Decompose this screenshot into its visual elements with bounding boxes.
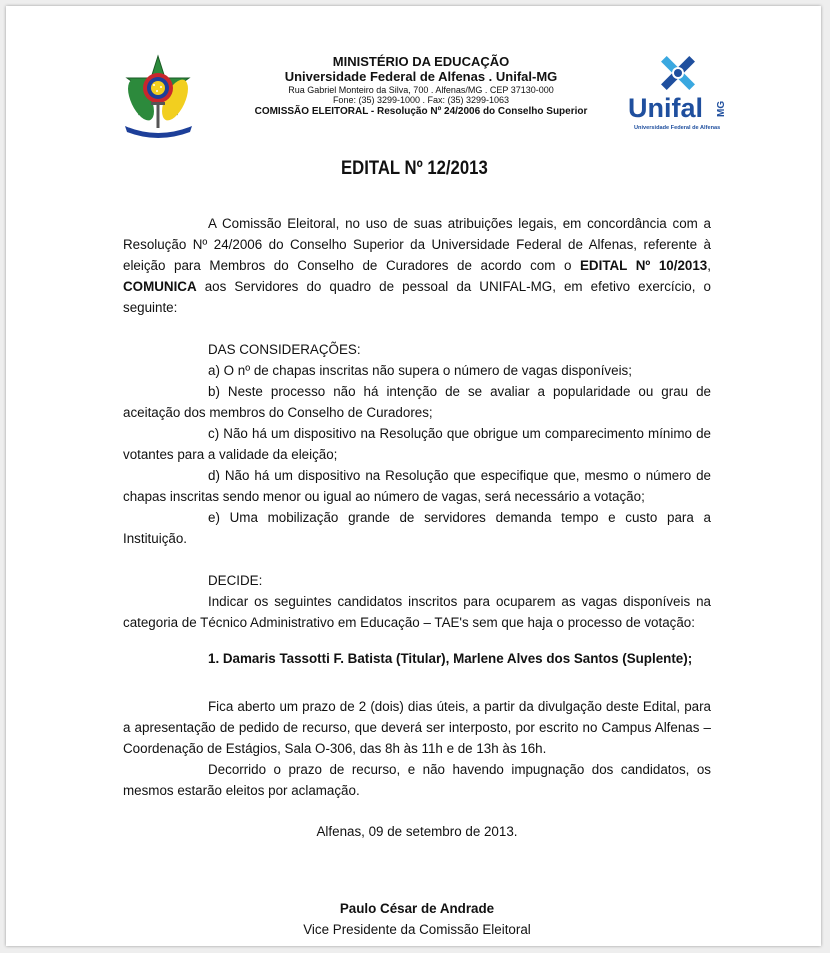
comunica-word: COMUNICA [123,279,197,294]
candidate-list-item: 1. Damaris Tassotti F. Batista (Titular), Marlene Alves dos Santos (Suplente); [208,651,693,666]
university-name: Universidade Federal de Alfenas . Unifal-MG [284,68,558,84]
logo-mg: MG [716,100,727,117]
document-page [6,6,821,946]
logo-subtitle: Universidade Federal de Alfenas [634,125,721,131]
brazil-coat-of-arms-icon [121,54,196,139]
unifal-logo-icon [626,51,734,136]
decide-paragraph: Indicar os seguintes candidatos inscritos para ocuparem as vagas disponíveis na categoria de Técnico Administrativo em Educação – TAE's sem que haja o processo de votação: [123,594,711,630]
commission-line: COMISSÃO ELEITORAL - Resolução Nº 24/2006 do Conselho Superior [254,105,588,117]
decorrido-paragraph: Decorrido o prazo de recurso, e não havendo impugnação dos candidatos, os mesmos estarão eleitos por aclamação. [123,762,711,798]
document-body [123,213,711,940]
document-date: Alfenas, 09 de setembro de 2013. [316,824,518,839]
consideracao-item: c) Não há um dispositivo na Resolução que obrigue um comparecimento mínimo de votantes para a validade da eleição; [123,426,711,462]
page-title: EDITAL Nº 12/2013 [341,158,488,179]
signatory-role: Vice Presidente da Comissão Eleitoral [303,922,531,937]
decide-heading: DECIDE: [208,573,263,588]
intro-paragraph: A Comissão Eleitoral, no uso de suas atribuições legais, em concordância com a Resolução Nº 24/2006 do Conselho Superior da Universidade Federal de Alfenas, referente à eleição para Membros do Conselho de Curadores de acordo com o EDITAL Nº 10/2013, COMUNICA aos Servidores do quadro de pessoal da UNIFAL-MG, em efetivo exercício, o seguinte: [123,216,711,315]
logo-word: Unifal [628,93,704,123]
prazo-paragraph: Fica aberto um prazo de 2 (dois) dias úteis, a partir da divulgação deste Edital, para a apresentação de pedido de recurso, que deverá ser interposto, por escrito no Campus Alfenas – Coordenação de Estágios, Sala O-306, das 8h às 11h e de 13h às 16h. [123,699,711,756]
consideracoes-heading: DAS CONSIDERAÇÕES: [208,342,361,357]
address-line: Rua Gabriel Monteiro da Silva, 700 . Alfenas/MG . CEP 37130-000 [288,84,554,95]
phone-line: Fone: (35) 3299-1000 . Fax: (35) 3299-1063 [332,95,510,106]
consideracao-item: e) Uma mobilização grande de servidores demanda tempo e custo para a Instituição. [123,510,711,546]
edital-reference: EDITAL Nº 10/2013 [580,258,708,273]
consideracao-item: b) Neste processo não há intenção de se avaliar a popularidade ou grau de aceitação dos membros do Conselho de Curadores; [123,384,711,420]
consideracao-item: a) O nº de chapas inscritas não supera o número de vagas disponíveis; [208,363,632,378]
signatory-name: Paulo César de Andrade [339,901,495,916]
letterhead [221,55,621,117]
ministry-name: MINISTÉRIO DA EDUCAÇÃO [332,54,510,69]
consideracao-item: d) Não há um dispositivo na Resolução que especifique que, mesmo o número de chapas inscritas sendo menor ou igual ao número de vagas, será necessário a votação; [123,468,711,504]
